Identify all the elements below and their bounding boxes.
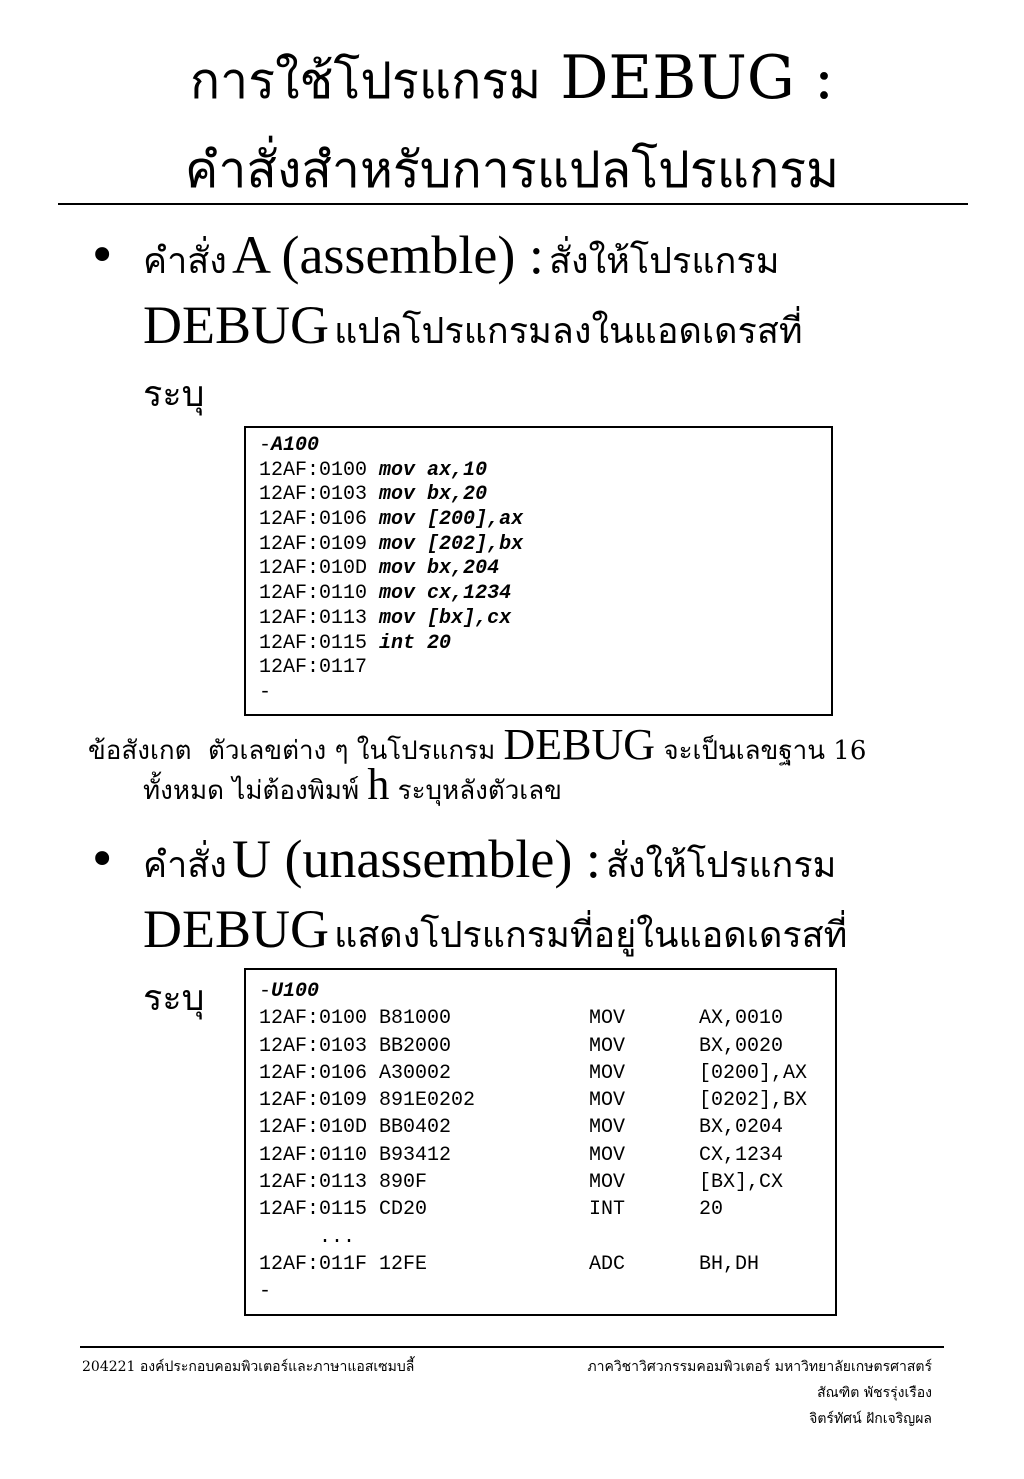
disasm-operands: BH,DH: [699, 1252, 760, 1276]
disasm-opcode: ADC: [589, 1252, 626, 1276]
note-text2: จะเป็นเลขฐาน 16: [663, 736, 867, 766]
cmd-a-debug: DEBUG: [143, 295, 329, 355]
disasm-line: [259, 1033, 835, 1060]
disasm-address-bytes: 12AF:0110 B93412: [259, 1143, 452, 1167]
title-thai: การใช้โปรแกรม: [189, 52, 542, 110]
disasm-opcode: MOV: [589, 1143, 626, 1167]
cmd-u-desc3: ระบุ: [143, 978, 205, 1019]
footer-author-1: สัณฑิต พัชรรุ่งเรือง: [817, 1385, 932, 1401]
code-instruction: mov [bx],cx: [379, 606, 512, 630]
code-instruction: mov [202],bx: [379, 532, 524, 556]
disasm-operands: [0202],BX: [699, 1089, 808, 1113]
cmd-a-desc3: ระบุ: [143, 374, 205, 415]
disasm-opcode: MOV: [589, 1116, 626, 1140]
disasm-opcode: MOV: [589, 1171, 626, 1195]
title-divider: [58, 203, 968, 205]
code-address: 12AF:0100: [259, 458, 368, 482]
code-u-end: -: [259, 1280, 272, 1304]
cmd-u-debug: DEBUG: [143, 899, 329, 959]
code-line: [259, 632, 831, 657]
disasm-address-bytes: 12AF:0103 BB2000: [259, 1034, 452, 1058]
cmd-a-desc2: แปลโปรแกรมลงในแอดเดรสที่: [334, 311, 803, 352]
code-line: [259, 508, 831, 533]
note-debug: DEBUG: [503, 720, 656, 769]
disasm-line: [259, 1114, 835, 1141]
disasm-address-bytes: 12AF:0115 CD20: [259, 1198, 428, 1222]
disasm-line: [259, 1142, 835, 1169]
disasm-address-bytes: 12AF:0106 A30002: [259, 1061, 452, 1085]
cmd-u-name: U (unassemble) :: [231, 829, 601, 889]
code-instruction: mov ax,10: [379, 458, 488, 482]
code-line: [259, 533, 831, 558]
note-text4: ระบุหลังตัวเลข: [397, 776, 562, 806]
disasm-operands: BX,0204: [699, 1116, 784, 1140]
footer-author-2: จิตร์ทัศน์ ฝักเจริญผล: [809, 1411, 932, 1427]
disasm-address-bytes: 12AF:010D BB0402: [259, 1116, 452, 1140]
code-address: 12AF:0113: [259, 606, 368, 630]
code-line: [259, 483, 831, 508]
code-address: 12AF:0115: [259, 631, 368, 655]
code-instruction: mov [200],ax: [379, 508, 524, 532]
code-line: [259, 582, 831, 607]
disasm-operands: CX,1234: [699, 1143, 784, 1167]
cmd-u-prefix: คำสั่ง: [143, 845, 227, 886]
disasm-line: [259, 1087, 835, 1114]
cmd-u-desc2: แสดงโปรแกรมที่อยู่ในแอดเดรสที่: [334, 915, 848, 956]
note-text3: ทั้งหมด ไม่ต้องพิมพ์: [143, 776, 360, 806]
bullet-a: •: [88, 228, 117, 284]
code-a-header: -A100: [259, 434, 320, 457]
disasm-line: [259, 1060, 835, 1087]
code-address: 12AF:0110: [259, 582, 368, 606]
code-u-header: -U100: [259, 980, 320, 1003]
disasm-address-bytes: 12AF:0100 B81000: [259, 1007, 452, 1031]
slide-title: [0, 38, 1024, 121]
disasm-address-bytes: 12AF:0113 890F: [259, 1171, 428, 1195]
disasm-address-bytes: 12AF:011F 12FE: [259, 1252, 428, 1276]
code-address: 12AF:0106: [259, 508, 368, 532]
disasm-line: [259, 1196, 835, 1223]
disasm-line: [259, 1169, 835, 1196]
disasm-opcode: MOV: [589, 1007, 626, 1031]
code-instruction: mov bx,20: [379, 483, 488, 507]
code-instruction: mov cx,1234: [379, 582, 512, 606]
code-address: 12AF:0109: [259, 532, 368, 556]
code-box-unassemble: [244, 968, 837, 1316]
code-a-header-cmd: A100: [271, 434, 320, 457]
disasm-line: [259, 1224, 835, 1251]
disasm-operands: BX,0020: [699, 1034, 784, 1058]
footer-department: ภาควิชาวิศวกรรมคอมพิวเตอร์ มหาวิทยาลัยเกษตรศาสตร์: [587, 1359, 932, 1375]
code-box-assemble: [244, 426, 833, 716]
section-a-text: [143, 220, 963, 430]
disasm-address-bytes: ...: [259, 1225, 356, 1249]
disasm-opcode: [589, 1224, 699, 1251]
note-label: ข้อสังเกต: [88, 736, 192, 766]
title-debug: DEBUG :: [560, 43, 835, 113]
code-address: 12AF:0117: [259, 656, 368, 680]
disasm-address-bytes: 12AF:0109 891E0202: [259, 1089, 476, 1113]
disasm-operands: AX,0010: [699, 1007, 784, 1031]
code-instruction: int 20: [379, 631, 452, 655]
disasm-opcode: MOV: [589, 1061, 626, 1085]
note: [88, 720, 988, 809]
disasm-line: [259, 1251, 835, 1278]
disasm-opcode: MOV: [589, 1089, 626, 1113]
disasm-operands: [0200],AX: [699, 1061, 808, 1085]
disasm-opcode: MOV: [589, 1034, 626, 1058]
footer-divider: [80, 1346, 944, 1348]
cmd-a-name: A (assemble) :: [231, 225, 544, 285]
cmd-a-desc1: สั่งให้โปรแกรม: [548, 241, 780, 282]
disasm-opcode: INT: [589, 1198, 626, 1222]
cmd-u-desc1: สั่งให้โปรแกรม: [605, 845, 837, 886]
disasm-operands: 20: [699, 1198, 724, 1222]
code-a-end: -: [259, 680, 272, 704]
code-instruction: mov bx,204: [379, 557, 500, 581]
code-u-header-cmd: U100: [271, 980, 320, 1003]
code-line: [259, 459, 831, 484]
note-h: h: [367, 760, 390, 809]
slide-subtitle: คำสั่งสำหรับการแปลโปรแกรม: [184, 141, 840, 199]
disasm-operands: [BX],CX: [699, 1171, 784, 1195]
code-line: [259, 656, 831, 681]
note-text1: ตัวเลขต่าง ๆ ในโปรแกรม: [208, 736, 496, 766]
footer-course: 204221 องค์ประกอบคอมพิวเตอร์และภาษาแอสเซมบลี้: [82, 1359, 415, 1375]
code-line: [259, 557, 831, 582]
code-address: 12AF:0103: [259, 483, 368, 507]
cmd-a-prefix: คำสั่ง: [143, 241, 227, 282]
code-line: [259, 607, 831, 632]
disasm-line: [259, 1005, 835, 1032]
code-address: 12AF:010D: [259, 557, 368, 581]
bullet-u: •: [88, 832, 117, 888]
